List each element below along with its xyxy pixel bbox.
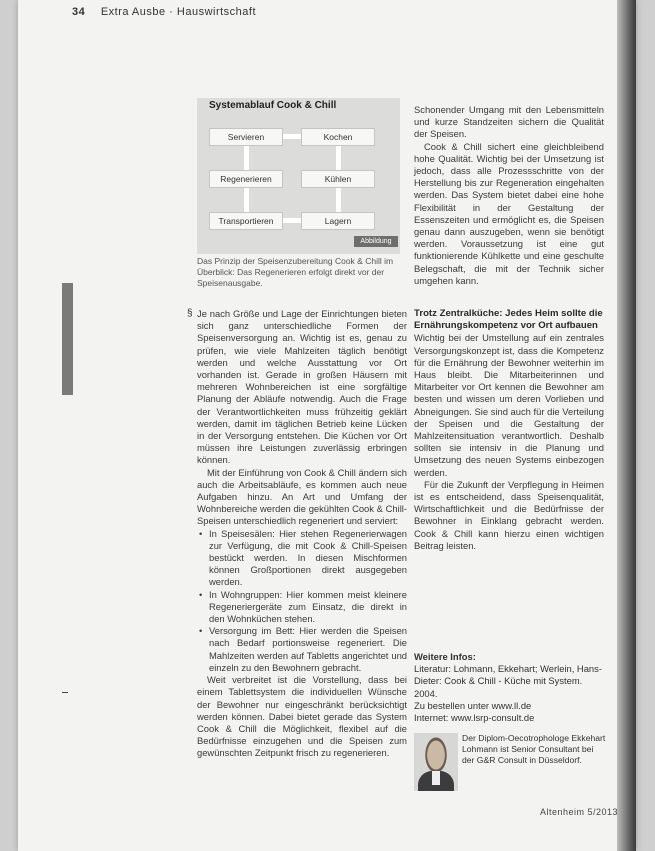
- author-bio: Der Diplom-Oecotrophologe Ekkehart Lohmann ist Senior Consultant bei der G&R Consult in Düsseldorf.: [462, 733, 606, 765]
- page-header: [72, 6, 256, 18]
- column-right-bottom: [414, 308, 604, 552]
- diagram-node-transportieren: Transportieren: [209, 212, 283, 230]
- diagram-arrow: [244, 146, 249, 170]
- paragraph: Cook & Chill sichert eine gleichbleibend hohe Qualität. Wichtig bei der Umsetzung ist jedoch, dass alle Prozessschritte von der Herstellung bis zur Regeneration eingehalten werden. Das System bietet dabei eine hohe Flexibilität in der Gestaltung der Essenszeiten und ermöglicht es, die Speisen genau dann auszugeben, wenn sie benötigt werden. Voraussetzung ist eine gut funktionierende Kühlkette und eine geschulte Belegschaft, die mit der Technik sicher umgehen kann.: [414, 140, 604, 286]
- page-footer: Altenheim 5/2013: [540, 807, 619, 817]
- diagram-node-kuehlen: Kühlen: [301, 170, 375, 188]
- figure-caption: Das Prinzip der Speisenzubereitung Cook & Chill im Überblick: Das Regenerieren erfolgt direkt vor der Speisenausgabe.: [197, 256, 394, 288]
- page-edge-shadow: [617, 0, 636, 851]
- diagram-arrow: [283, 218, 301, 223]
- column-left: [197, 308, 407, 760]
- diagram-arrow: [244, 188, 249, 212]
- section-heading: Trotz Zentralküche: Jedes Heim sollte die Ernährungskompetenz vor Ort aufbauen: [414, 308, 603, 332]
- portrait-shirt: [432, 771, 440, 785]
- column-right-top: [414, 104, 604, 287]
- author-portrait: [414, 733, 458, 791]
- section-title: Extra Ausbe · Hauswirtschaft: [100, 6, 257, 18]
- diagram-node-lagern: Lagern: [301, 212, 375, 230]
- paragraph: Schonender Umgang mit den Lebensmitteln und kurze Standzeiten sichern die Qualität der Speisen.: [414, 104, 604, 140]
- bullet-item: • Versorgung im Bett: Hier werden die Speisen nach Bedarf portionsweise regeneriert. Die Mahlzeiten werden auf Tabletts angerichtet und einzeln zu den Bewohnern gebracht.: [209, 625, 407, 674]
- margin-tick: [62, 692, 68, 693]
- diagram-node-kochen: Kochen: [301, 128, 375, 146]
- paragraph: Weit verbreitet ist die Vorstellung, dass bei einem Tablettsystem die individuellen Wünsche der Bewohner nur eingeschränkt berücksichtigt werden können. Dabei bietet gerade das System Cook & Chill die Möglichkeit, flexibel auf die Bedürfnisse einzugehen und die Speisen zum gewünschten Zeitpunkt frisch zu regenerieren.: [197, 674, 407, 759]
- diagram-title: Systemablauf Cook & Chill: [209, 100, 337, 111]
- page-number: 34: [72, 6, 86, 18]
- diagram-node-regenerieren: Regenerieren: [209, 170, 283, 188]
- bullet-item: • In Wohngruppen: Hier kommen meist kleinere Regeneriergeräte zum Einsatz, die direkt in den Wohnküchen stehen.: [209, 589, 407, 626]
- paragraph: Für die Zukunft der Verpflegung in Heimen ist es entscheidend, dass Speisenqualität, Wirtschaftlichkeit und die Bedürfnisse der Bewohner in Einklang gebracht werden. Cook & Chill kann hierzu einen wichtigen Beitrag leisten.: [414, 478, 604, 551]
- paragraph-mark: §: [187, 308, 193, 319]
- side-tab-marker: [62, 283, 73, 395]
- bullet-item: • In Speisesälen: Hier stehen Regenerierwagen zur Verfügung, die mit Cook & Chill-Speisen bestückt werden. In diesen Mischformen können Großportionen direkt ausgegeben werden.: [209, 528, 407, 589]
- diagram-arrow: [283, 134, 301, 139]
- info-heading: Weitere Infos:: [414, 651, 476, 662]
- diagram-node-servieren: Servieren: [209, 128, 283, 146]
- order-link[interactable]: Zu bestellen unter www.ll.de: [414, 699, 532, 711]
- diagram-arrow: [336, 188, 341, 212]
- paragraph: Wichtig bei der Umstellung auf ein zentrales Versorgungskonzept ist, dass die Kompetenz für die Ernährung der Bewohner weiterhin im Haus bleibt. Die Mitarbeiterinnen und Mitarbeiter vor Ort kennen die Bewohner am besten und wissen um deren Vorlieben und Abneigungen. Sie sind auch für die Verteilung der Speisen und die Gestaltung der Mahlzeitensituation verantwortlich. Deshalb sollten sie intensiv in die Planung und Umsetzung des neuen Systems einbezogen werden.: [414, 332, 604, 478]
- diagram-logo: Abbildung: [354, 236, 398, 247]
- info-box: [414, 651, 606, 724]
- paragraph: Je nach Größe und Lage der Einrichtungen bieten sich ganz unterschiedliche Formen der Speisenversorgung an. Wichtig ist es, genau zu prüfen, wie viele Mahlzeiten täglich benötigt werden und welche Ausstattung vor Ort vorhanden ist. Gerade in großen Häusern mit mehreren Wohnbereichen ist eine sorgfältige Planung der Abläufe notwendig. Auch die Frage der Verantwortlichkeiten muss frühzeitig geklärt werden, damit im täglichen Betrieb keine Lücken in der Versorgung entstehen. Die Küchen vor Ort müssen ihre Leistungen zuverlässig erbringen können.: [197, 308, 407, 466]
- bullet-list: [197, 528, 407, 674]
- diagram-arrow: [336, 146, 341, 170]
- literature-ref: Literatur: Lohmann, Ekkehart; Werlein, Hans-Dieter: Cook & Chill - Küche mit System. 2004.: [414, 663, 602, 699]
- internet-link[interactable]: Internet: www.lsrp-consult.de: [414, 712, 535, 724]
- paragraph: Mit der Einführung von Cook & Chill ändern sich auch die Arbeitsabläufe, es kommen auch neue Aufgaben hinzu. An Art und Umfang der Wohnbereiche werden die gekühlten Cook & Chill-Speisen unterschiedlich regeneriert und serviert:: [197, 466, 407, 527]
